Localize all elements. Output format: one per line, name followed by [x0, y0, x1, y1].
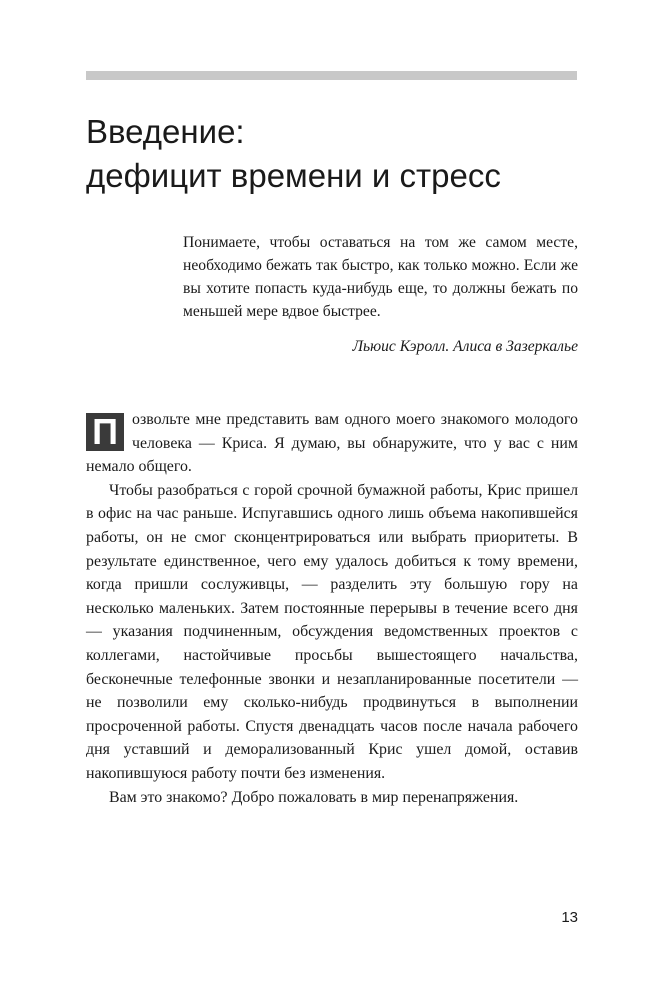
chapter-title [86, 110, 586, 198]
epigraph [183, 231, 578, 358]
drop-cap-letter: П [92, 411, 118, 452]
paragraph-2: Чтобы разобраться с горой срочной бумажной работы, Крис пришел в офис на час раньше. Испугавшись одного лишь объема накопившейся работы, он не смог сконцентрироваться или выбрать приоритеты. В результате единственное, чего ему удалось добиться к тому времени, когда пришли сослуживцы, — разделить эту большую гору на несколько маленьких. Затем постоянные перерывы в течение всего дня — указания подчиненным, обсуждения ведомственных проектов с коллегами, настойчивые просьбы вышестоящего начальства, бесконечные телефонные звонки и незапланированные посетители — не позволили ему сколько-нибудь продвинуться в выполнении просроченной работы. Спустя двенадцать часов после начала рабочего дня уставший и деморализованный Крис ушел домой, оставив накопившуюся работу почти без изменения. [86, 481, 578, 782]
chapter-title-line-1: Введение: [86, 113, 245, 150]
page-number: 13 [561, 909, 578, 926]
chapter-top-rule [86, 71, 577, 80]
drop-cap [86, 413, 124, 451]
epigraph-text: Понимаете, чтобы оставаться на том же самом месте, необходимо бежать так быстро, как только можно. Если же вы хотите попасть куда-нибудь еще, то должны бежать по меньшей мере вдвое быстрее. [183, 234, 578, 320]
chapter-title-line-2: дефицит времени и стресс [86, 157, 501, 194]
paragraph-1-text: озвольте мне представить вам одного моего знакомого молодого человека — Криса. Я думаю, вы обнаружите, что у вас с ним немало общего. [86, 411, 578, 476]
paragraph-3: Вам это знакомо? Добро пожаловать в мир перенапряжения. [109, 788, 519, 806]
paragraph-1 [86, 408, 578, 479]
epigraph-source: Льюис Кэролл. Алиса в Зазеркалье [352, 338, 578, 355]
body-text [86, 408, 578, 809]
